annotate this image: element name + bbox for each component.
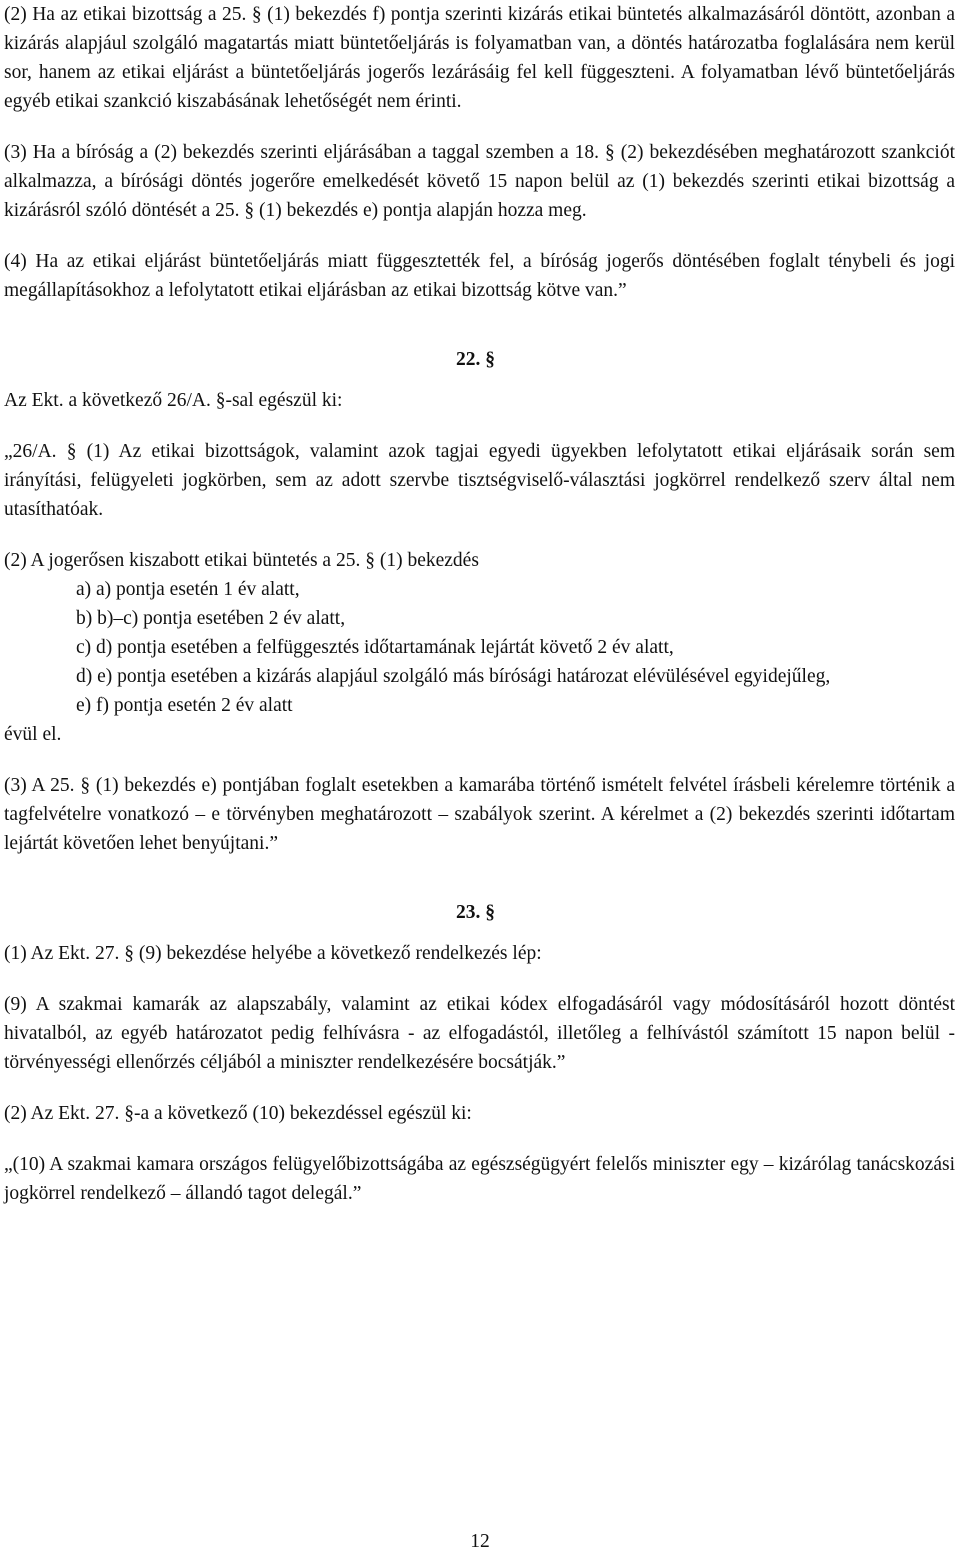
- list-item-e: e) f) pontja esetén 2 év alatt: [76, 695, 293, 716]
- section-23-paragraph-1: (1) Az Ekt. 27. § (9) bekezdése helyébe a következő rendelkezés lép:: [4, 943, 542, 964]
- section-23-paragraph-3: (2) Az Ekt. 27. §-a a következő (10) bekezdéssel egészül ki:: [4, 1103, 472, 1124]
- paragraph-3: (3) Ha a bíróság a (2) bekezdés szerinti eljárásában a taggal szemben a 18. § (2) bekezdésében meghatározott szankciót alkalmazza, a bírósági döntés jogerőre emelkedését követő 15 napon belül az (1) bekezdés szerinti etikai bizottság a kizárásról szóló döntését a 25. § (1) bekezdés e) pontja alapján hozza meg.: [4, 142, 955, 221]
- section-22-paragraph-3: (3) A 25. § (1) bekezdés e) pontjában foglalt esetekben a kamarába történő ismételt felvétel írásbeli kérelemre történik a tagfelvételre vonatkozó – e törvényben meghatározott – szabályok szerint. A kérelmet a (2) bekezdés szerinti időtartam lejártát követően lehet benyújtani.”: [4, 775, 955, 854]
- section-23-paragraph-4: „(10) A szakmai kamara országos felügyelőbizottságába az egészségügyért felelős miniszter egy – kizárólag tanácskozási jogkörrel rendelkező – állandó tagot delegál.”: [4, 1154, 955, 1204]
- list-item-b: b) b)–c) pontja esetében 2 év alatt,: [76, 608, 346, 629]
- paragraph-2: (2) Ha az etikai bizottság a 25. § (1) bekezdés f) pontja szerinti kizárás etikai büntetés alkalmazásáról döntött, azonban a kizárás alapjául szolgáló magatartás miatt büntetőeljárás is folyamatban van, a döntés határozatba foglalására nem kerül sor, hanem az etikai eljárást a büntetőeljárás jogerős lezárásáig fel kell függeszteni. A folyamatban lévő büntetőeljárás egyéb etikai szankció kiszabásának lehetőségét nem érinti.: [4, 4, 955, 112]
- list-item-c: c) d) pontja esetében a felfüggesztés időtartamának lejártát követő 2 év alatt,: [76, 637, 674, 658]
- section-22-paragraph-1: „26/A. § (1) Az etikai bizottságok, valamint azok tagjai egyedi ügyekben lefolytatott etikai eljárásaik során sem irányítási, felügyeleti jogkörben, sem az adott szervbe tisztségviselő-választási jogkörrel rendelkező szerv által nem utasíthatóak.: [4, 441, 955, 520]
- section-22-paragraph-2: (2) A jogerősen kiszabott etikai büntetés a 25. § (1) bekezdés: [4, 550, 479, 571]
- paragraph-4: (4) Ha az etikai eljárást büntetőeljárás miatt függesztették fel, a bíróság jogerős döntésében foglalt ténybeli és jogi megállapításokhoz a lefolytatott etikai eljárásban az etikai bizottság kötve van.”: [4, 251, 955, 301]
- section-22-intro: Az Ekt. a következő 26/A. §-sal egészül ki:: [4, 390, 343, 411]
- page-number: 12: [470, 1531, 490, 1552]
- section-22-heading: 22. §: [456, 349, 495, 370]
- list-closing: évül el.: [4, 724, 62, 745]
- document-page: [4, 0, 955, 1208]
- section-23-heading: 23. §: [456, 902, 495, 923]
- list-item-a: a) a) pontja esetén 1 év alatt,: [76, 579, 300, 600]
- list-item-d: d) e) pontja esetében a kizárás alapjául szolgáló más bírósági határozat elévülésével egyidejűleg,: [76, 666, 831, 687]
- section-23-paragraph-2: (9) A szakmai kamarák az alapszabály, valamint az etikai kódex elfogadásáról vagy módosításáról hozott döntést hivatalból, az egyéb határozatot pedig felhívásra - az elfogadástól, illetőleg a felhívástól számított 15 napon belül - törvényességi ellenőrzés céljából a miniszter rendelkezésére bocsátják.”: [4, 994, 955, 1073]
